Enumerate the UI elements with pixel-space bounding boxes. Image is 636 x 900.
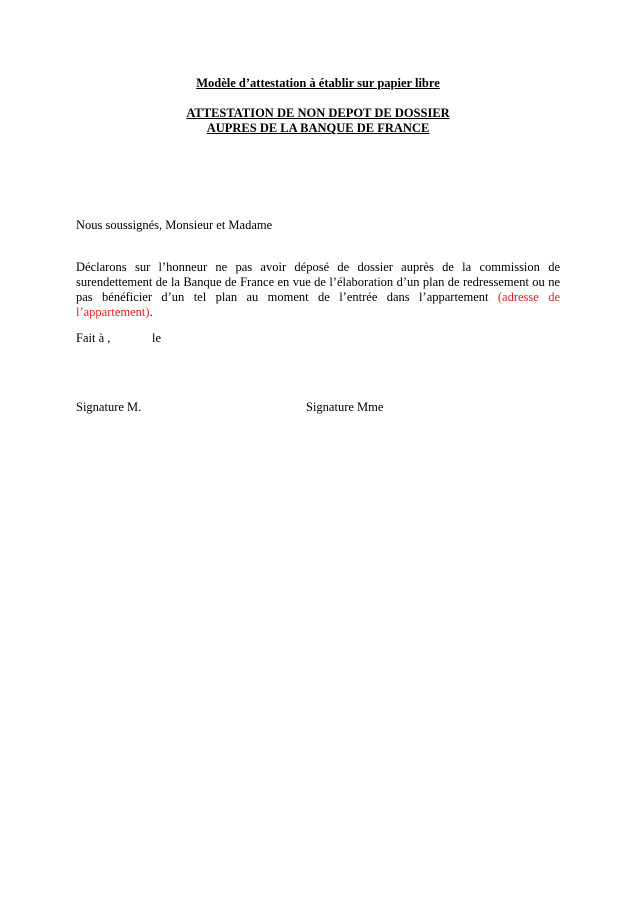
soussignes-line: Nous soussignés, Monsieur et Madame xyxy=(76,218,273,232)
title-line-1: ATTESTATION DE NON DEPOT DE DOSSIER xyxy=(186,106,450,120)
address-placeholder: (adresse de l’appartement) xyxy=(76,290,560,319)
declaration-paragraph xyxy=(76,260,560,320)
signature-m-label: Signature M. xyxy=(76,400,142,414)
declaration-end: . xyxy=(149,305,153,319)
title-line-2: AUPRES DE LA BANQUE DE FRANCE xyxy=(206,121,430,135)
model-heading: Modèle d’attestation à établir sur papier libre xyxy=(196,76,440,90)
signature-mme-label: Signature Mme xyxy=(306,400,384,414)
declaration-text: Déclarons sur l’honneur ne pas avoir déposé de dossier auprès de la commission de surendettement de la Banque de France en vue de l’élaboration d’un plan de redressement ou ne pas bénéficier d’un tel plan au moment de l’entrée dans l’appartement xyxy=(76,260,560,304)
fait-a-label: Fait à , xyxy=(76,331,111,345)
le-label: le xyxy=(152,331,162,345)
